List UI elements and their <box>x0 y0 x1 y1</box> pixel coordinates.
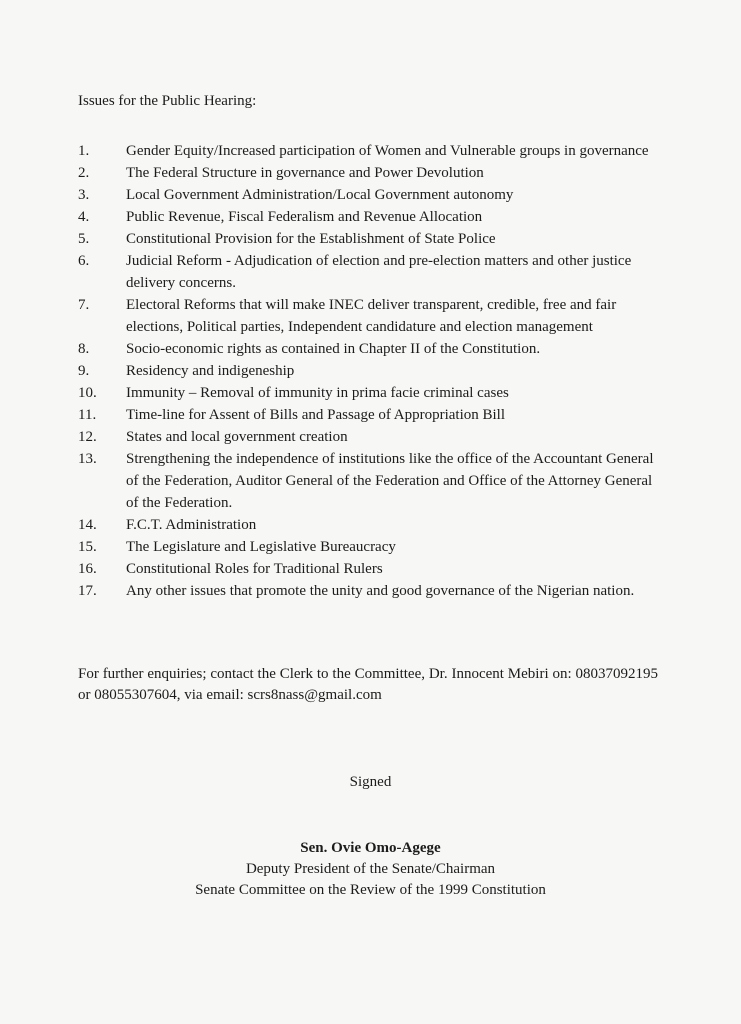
item-text: Constitutional Provision for the Establishment of State Police <box>126 231 496 247</box>
signatory-name: Sen. Ovie Omo-Agege <box>300 840 441 856</box>
item-number: 5. <box>78 231 90 247</box>
enquiry-paragraph: For further enquiries; contact the Clerk to the Committee, Dr. Innocent Mebiri on: 08037092195 or 08055307604, via email: scrs8nass@gmail.com <box>78 666 658 703</box>
item-text: Public Revenue, Fiscal Federalism and Revenue Allocation <box>126 209 483 225</box>
list-item <box>78 580 668 602</box>
list-item <box>78 404 668 426</box>
item-text: Residency and indigeneship <box>126 363 295 379</box>
list-item <box>78 514 668 536</box>
item-text: The Federal Structure in governance and Power Devolution <box>126 165 484 181</box>
list-item <box>78 360 668 382</box>
item-number: 9. <box>78 363 90 379</box>
item-text: Time-line for Assent of Bills and Passage of Appropriation Bill <box>126 407 506 423</box>
item-number: 2. <box>78 165 90 181</box>
list-item <box>78 140 668 162</box>
item-number: 3. <box>78 187 90 203</box>
item-text: Judicial Reform - Adjudication of election and pre-election matters and other justice delivery concerns. <box>126 253 632 291</box>
list-item <box>78 206 668 228</box>
item-number: 10. <box>78 385 97 401</box>
list-item <box>78 558 668 580</box>
item-text: The Legislature and Legislative Bureaucracy <box>126 539 396 555</box>
item-number: 6. <box>78 253 90 269</box>
issues-list <box>78 140 668 602</box>
list-item <box>78 338 668 360</box>
item-number: 8. <box>78 341 90 357</box>
item-number: 7. <box>78 297 90 313</box>
item-text: Any other issues that promote the unity and good governance of the Nigerian nation. <box>126 583 635 599</box>
list-item <box>78 184 668 206</box>
item-text: Local Government Administration/Local Government autonomy <box>126 187 514 203</box>
item-text: Immunity – Removal of immunity in prima facie criminal cases <box>126 385 509 401</box>
issues-heading: Issues for the Public Hearing: <box>78 93 257 109</box>
list-item <box>78 250 668 294</box>
item-text: Electoral Reforms that will make INEC deliver transparent, credible, free and fair elections, Political parties, Independent candidature and election management <box>126 297 617 335</box>
item-number: 17. <box>78 583 97 599</box>
item-text: Socio-economic rights as contained in Chapter II of the Constitution. <box>126 341 541 357</box>
item-number: 11. <box>78 407 97 423</box>
list-item <box>78 162 668 184</box>
item-number: 12. <box>78 429 97 445</box>
item-number: 13. <box>78 451 97 467</box>
item-number: 4. <box>78 209 90 225</box>
item-number: 15. <box>78 539 97 555</box>
signatory-title: Deputy President of the Senate/Chairman <box>245 861 496 877</box>
item-number: 16. <box>78 561 97 577</box>
list-item <box>78 228 668 250</box>
item-number: 1. <box>78 143 90 159</box>
item-text: Gender Equity/Increased participation of Women and Vulnerable groups in governance <box>126 143 649 159</box>
signature-block <box>0 838 741 901</box>
item-text: Strengthening the independence of institutions like the office of the Accountant General of the Federation, Auditor General of the Federation and Office of the Attorney General of the Federation. <box>126 451 654 511</box>
list-item <box>78 448 668 514</box>
item-number: 14. <box>78 517 97 533</box>
list-item <box>78 536 668 558</box>
item-text: F.C.T. Administration <box>126 517 257 533</box>
list-item <box>78 294 668 338</box>
item-text: States and local government creation <box>126 429 348 445</box>
signatory-committee: Senate Committee on the Review of the 1999 Constitution <box>195 882 546 898</box>
item-text: Constitutional Roles for Traditional Rulers <box>126 561 383 577</box>
list-item <box>78 426 668 448</box>
list-item <box>78 382 668 404</box>
signed-label: Signed <box>349 774 392 790</box>
